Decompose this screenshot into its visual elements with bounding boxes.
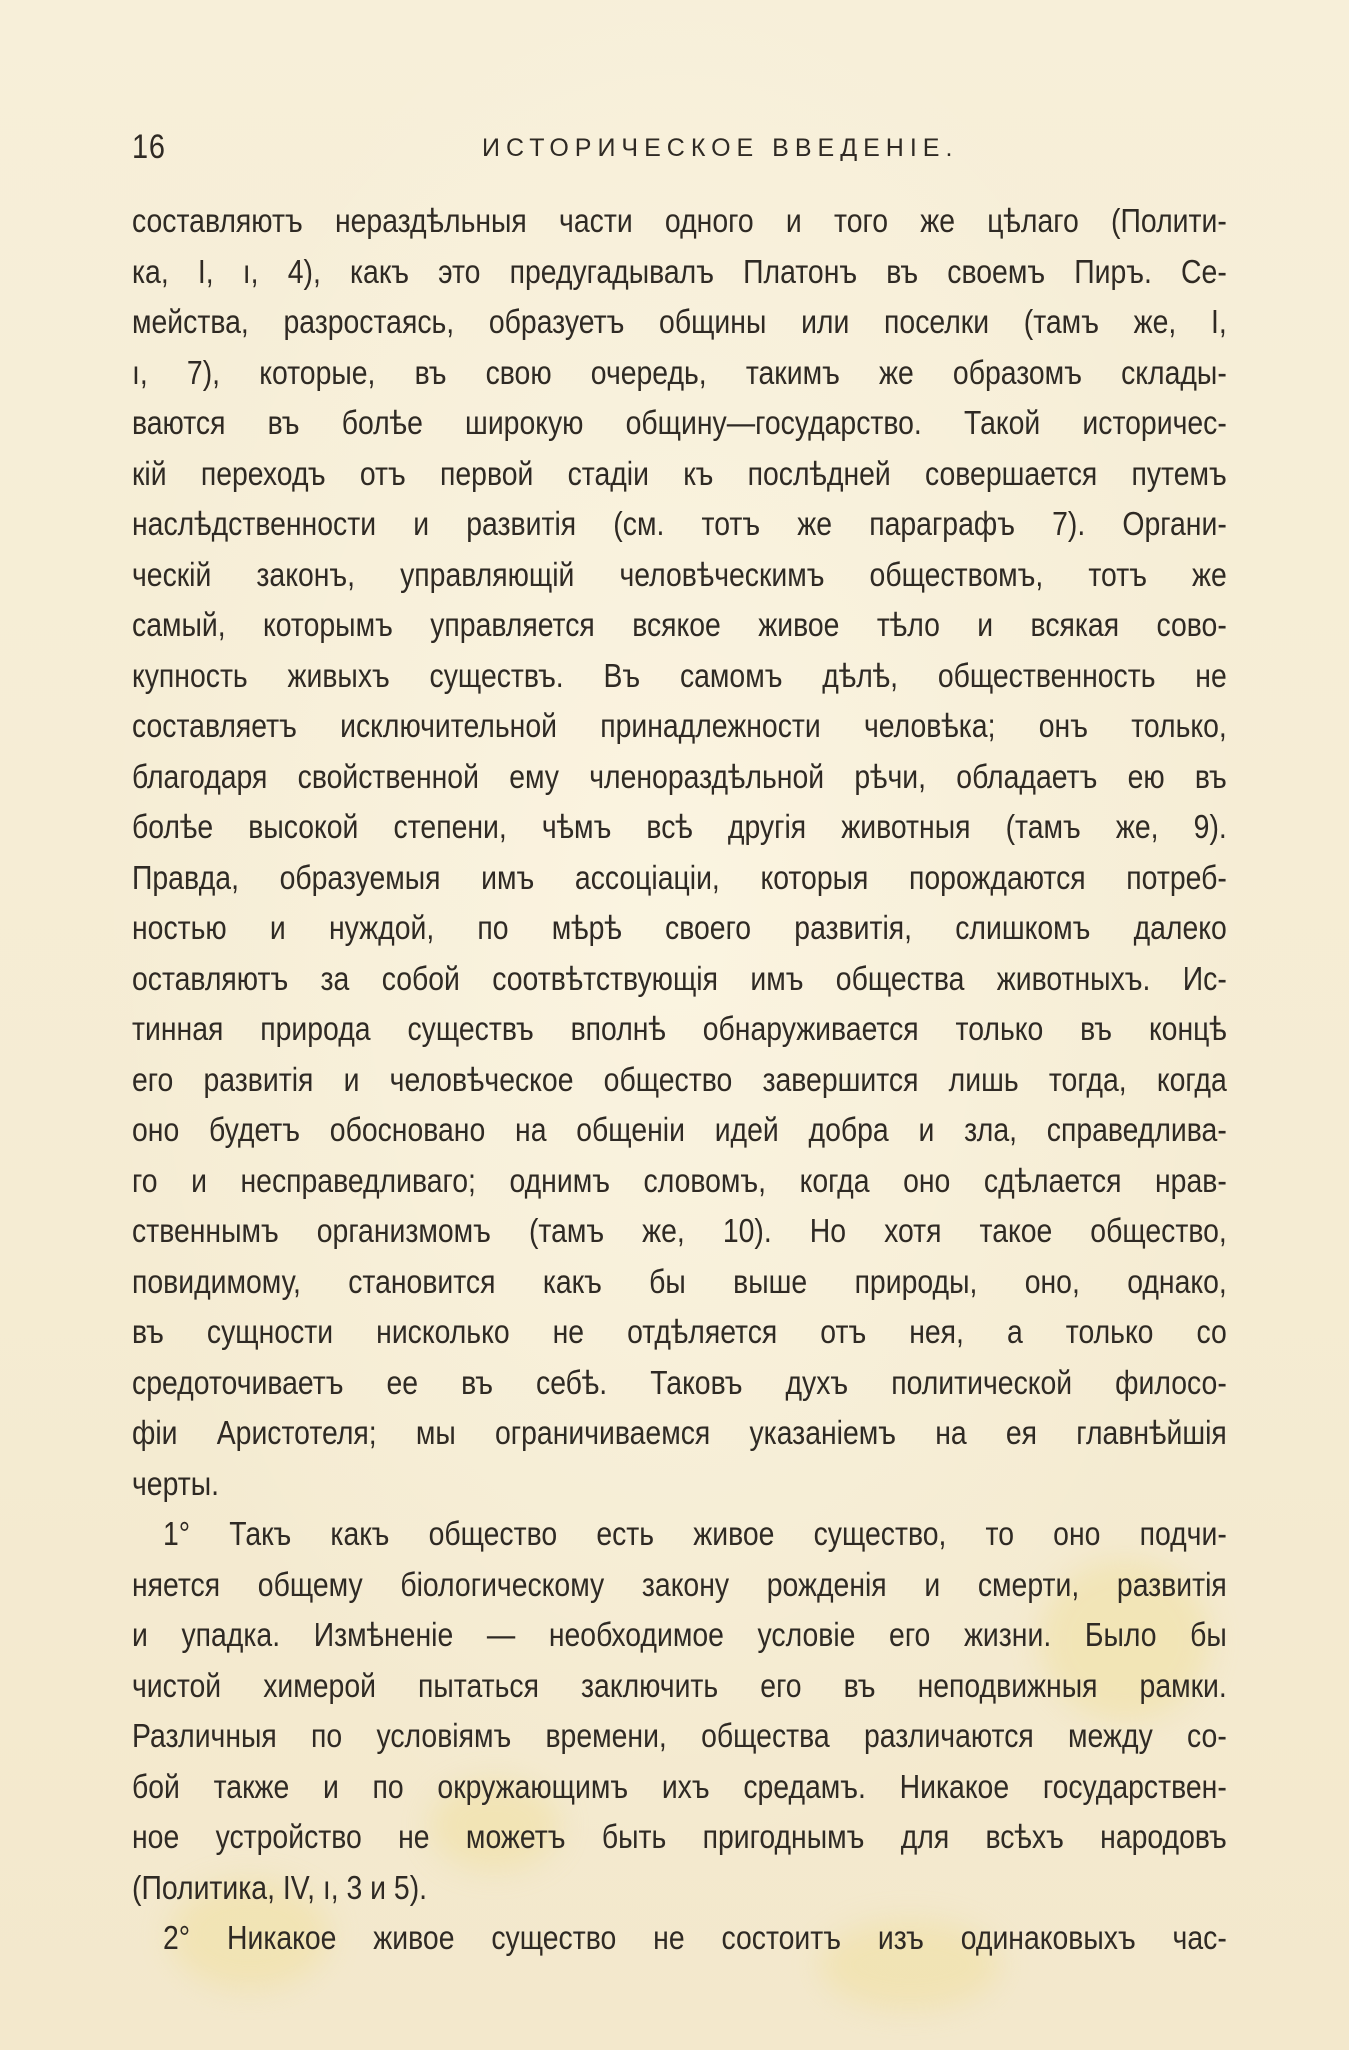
text-line: болѣе высокой степени, чѣмъ всѣ другія животныя (тамъ же, 9). xyxy=(132,808,1227,845)
text-line: 2° Никакое живое существо не состоитъ изъ одинаковыхъ час- xyxy=(162,1919,1227,1956)
text-line: ностью и нуждой, по мѣрѣ своего развитія, слишкомъ далеко xyxy=(132,909,1227,946)
text-line: оставляютъ за собой соотвѣтствующія имъ общества животныхъ. Ис- xyxy=(132,959,1227,997)
text-line: составляютъ нераздѣльныя части одного и того же цѣлаго (Полити- xyxy=(132,202,1227,239)
text-line: няется общему біологическому закону рожденія и смерти, развитія xyxy=(132,1565,1227,1603)
text-line: кій переходъ отъ первой стадіи къ послѣдней совершается путемъ xyxy=(132,454,1227,492)
text-line: оно будетъ обосновано на общеніи идей добра и зла, справедлива- xyxy=(132,1111,1227,1148)
text-line: мейства, разростаясь, образуетъ общины или поселки (тамъ же, I, xyxy=(132,303,1227,340)
text-line: Различныя по условіямъ времени, общества различаются между со- xyxy=(132,1717,1227,1754)
text-line: ка, I, ı, 4), какъ это предугадывалъ Платонъ въ своемъ Пиръ. Се- xyxy=(132,252,1227,290)
text-line: го и несправедливаго; однимъ словомъ, когда оно сдѣлается нрав- xyxy=(132,1161,1227,1199)
text-line: средоточиваетъ ее въ себѣ. Таковъ духъ политической филосо- xyxy=(132,1363,1227,1401)
text-line: купность живыхъ существъ. Въ самомъ дѣлѣ, общественность не xyxy=(132,656,1227,694)
text-line: ственнымъ организмомъ (тамъ же, 10). Но хотя такое общество, xyxy=(132,1212,1227,1249)
text-line: въ сущности нисколько не отдѣляется отъ нея, а только со xyxy=(132,1313,1227,1350)
text-line: чистой химерой пытаться заключить его въ неподвижныя рамки. xyxy=(132,1666,1227,1704)
text-line: и упадка. Измѣненіе — необходимое условіе его жизни. Было бы xyxy=(132,1616,1227,1653)
text-line: 1° Такъ какъ общество есть живое существо, то оно подчи- xyxy=(162,1515,1227,1552)
body-text xyxy=(132,196,1227,1964)
text-line: самый, которымъ управляется всякое живое тѣло и всякая сово- xyxy=(132,606,1227,643)
text-line: ческій законъ, управляющій человѣческимъ обществомъ, тотъ же xyxy=(132,555,1227,593)
text-line: составляетъ исключительной принадлежности человѣка; онъ только, xyxy=(132,707,1227,744)
text-line: бой также и по окружающимъ ихъ средамъ. Никакое государствен- xyxy=(132,1767,1227,1805)
text-line: его развитія и человѣческое общество завершится лишь тогда, когда xyxy=(132,1060,1227,1098)
text-line: черты. xyxy=(132,1464,220,1502)
text-line: ваются въ болѣе широкую общину—государство. Такой историчес- xyxy=(132,404,1227,441)
text-line: фіи Аристотеля; мы ограничиваемся указаніемъ на ея главнѣйшія xyxy=(132,1414,1227,1451)
running-head: ИСТОРИЧЕСКОЕ ВВЕДЕНІЕ. xyxy=(482,134,959,162)
text-line: наслѣдственности и развитія (см. тотъ же параграфъ 7). Органи- xyxy=(132,505,1227,542)
text-line: повидимому, становится какъ бы выше природы, оно, однако, xyxy=(132,1262,1227,1300)
text-line: ное устройство не можетъ быть пригоднымъ для всѣхъ народовъ xyxy=(132,1818,1227,1855)
page-number: 16 xyxy=(132,128,166,166)
text-line: благодаря свойственной ему членораздѣльной рѣчи, обладаетъ ею въ xyxy=(132,757,1227,795)
text-line: Правда, образуемыя имъ ассоціаціи, которыя порождаются потреб- xyxy=(132,858,1227,896)
text-line: ı, 7), которые, въ свою очередь, такимъ же образомъ склады- xyxy=(132,353,1227,391)
text-line: (Политика, IV, ı, 3 и 5). xyxy=(132,1868,428,1906)
text-line: тинная природа существъ вполнѣ обнаруживается только въ концѣ xyxy=(132,1010,1227,1047)
page-header xyxy=(132,128,1222,168)
